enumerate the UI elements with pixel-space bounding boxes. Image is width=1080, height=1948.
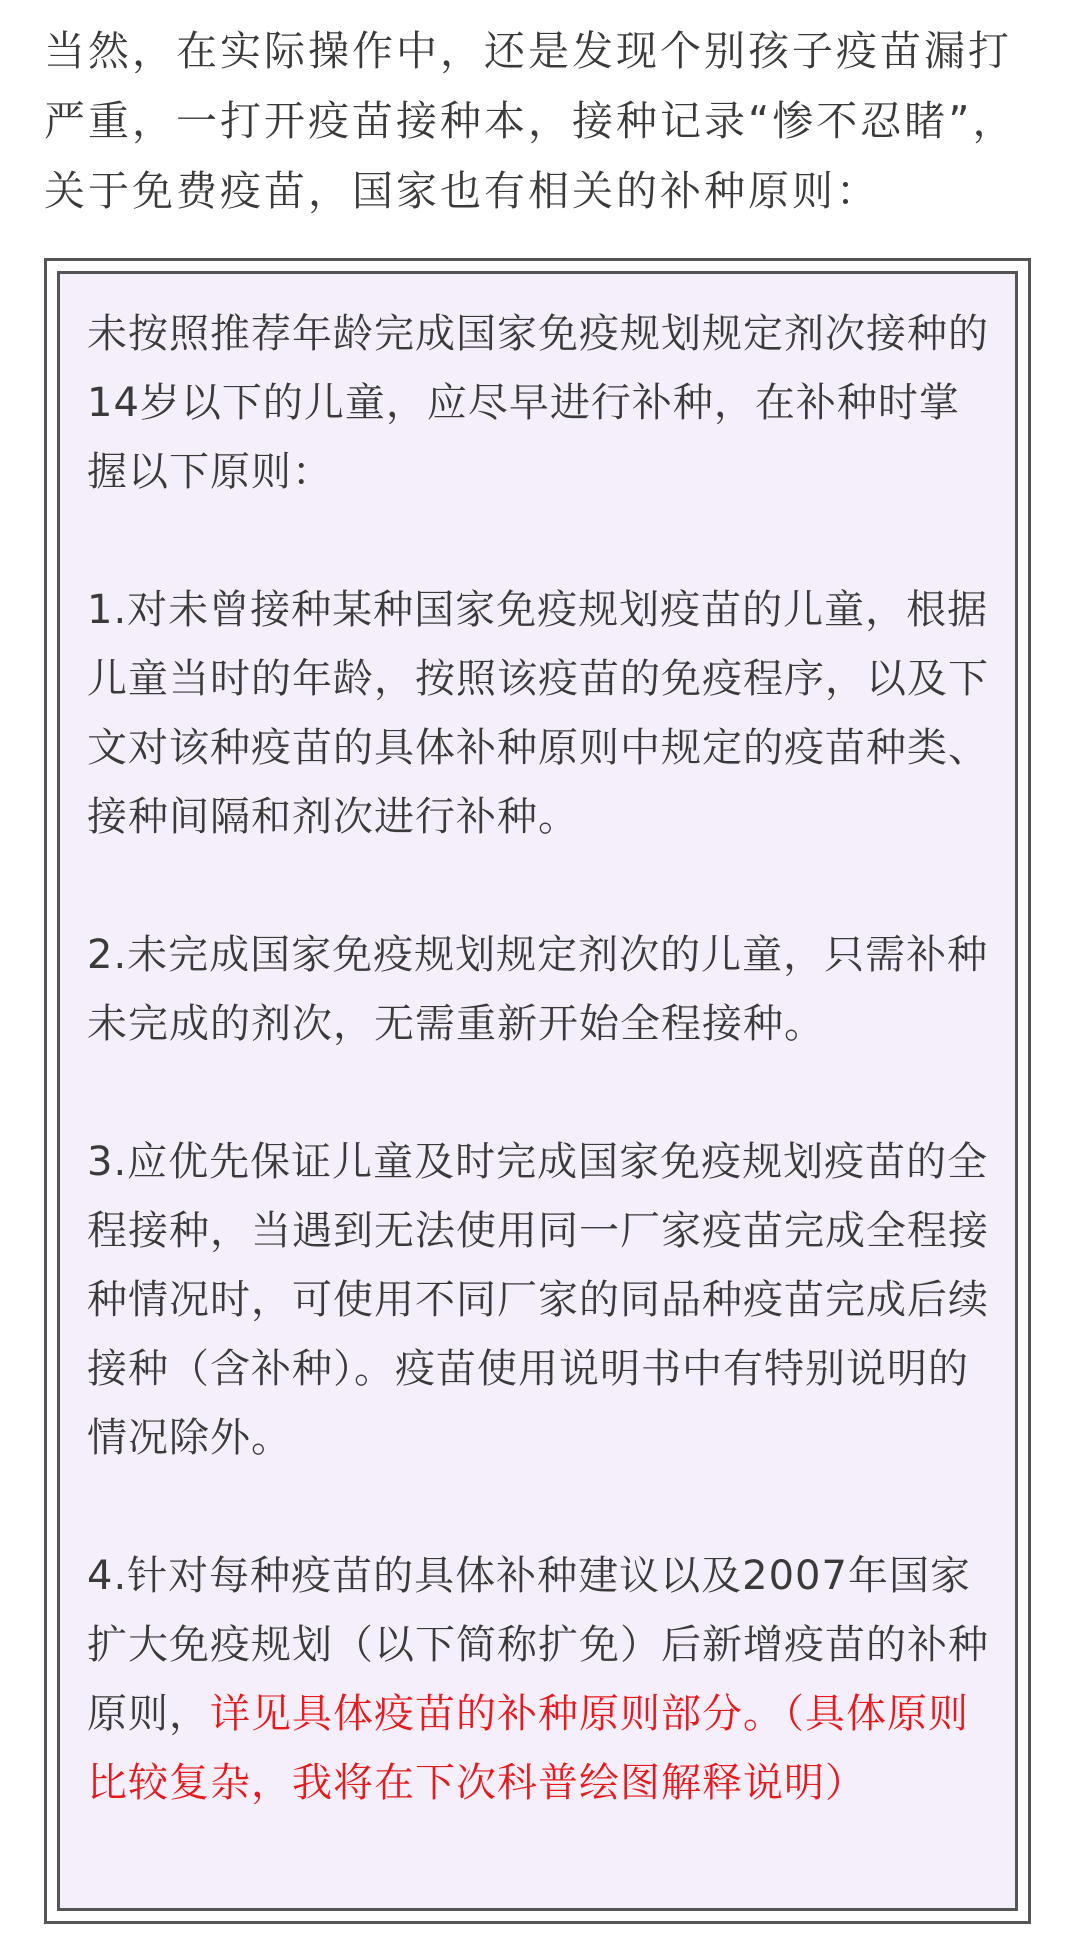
principle-4-text: 4.针对每种疫苗的具体补种建议以及2007年国家扩大免疫规划（以下简称扩免）后新增疫苗的补种原则， [87,1553,989,1737]
principle-2-paragraph: 2.未完成国家免疫规划规定剂次的儿童，只需补种未完成的剂次，无需重新开始全程接种。 [87,932,989,1047]
intro-paragraph: 当然，在实际操作中，还是发现个别孩子疫苗漏打严重，一打开疫苗接种本，接种记录“惨不忍睹”，关于免费疫苗，国家也有相关的补种原则： [44,27,1017,215]
principle-4-highlight-text: 详见具体疫苗的补种原则部分。（具体原则比较复杂，我将在下次科普绘图解释说明） [87,1691,969,1806]
vaccine-principles-box-frame [44,258,1031,1924]
principle-4-paragraph [87,1542,999,1818]
principle-3-paragraph: 3.应优先保证儿童及时完成国家免疫规划疫苗的全程接种，当遇到无法使用同一厂家疫苗完成全程接种情况时，可使用不同厂家的同品种疫苗完成后续接种（含补种）。疫苗使用说明书中有特别说明的情况除外。 [87,1139,989,1461]
box-content [87,300,999,1818]
principle-1-paragraph: 1.对未曾接种某种国家免疫规划疫苗的儿童，根据儿童当时的年龄，按照该疫苗的免疫程序，以及下文对该种疫苗的具体补种原则中规定的疫苗种类、接种间隔和剂次进行补种。 [87,587,989,840]
vaccine-principles-box [57,271,1018,1911]
principles-intro-paragraph: 未按照推荐年龄完成国家免疫规划规定剂次接种的14岁以下的儿童，应尽早进行补种，在补种时掌握以下原则： [87,311,989,495]
